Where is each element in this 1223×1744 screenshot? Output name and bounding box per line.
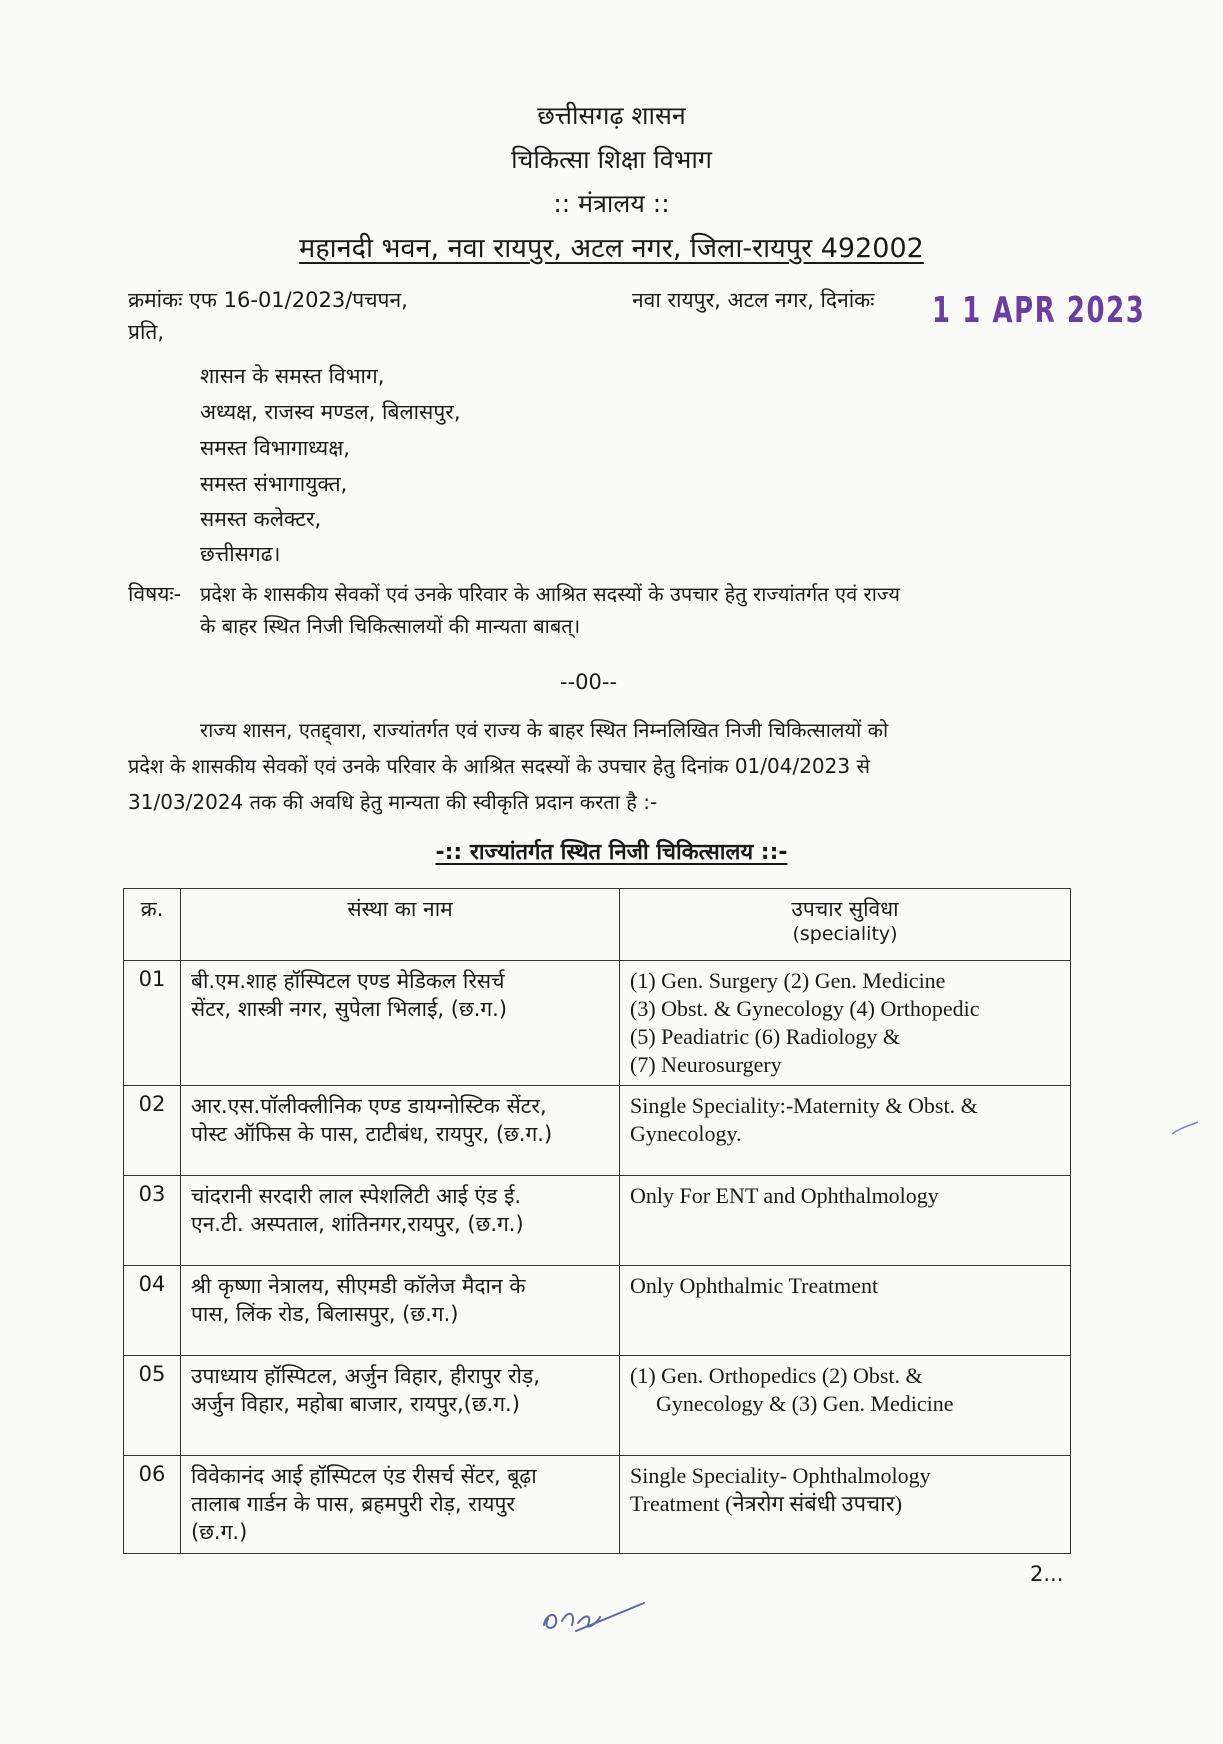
col-header-facility-sub: (speciality): [792, 923, 898, 945]
facility-line: Single Speciality:-Maternity & Obst. &: [630, 1093, 978, 1118]
addressee-item: अध्यक्ष, राजस्व मण्डल, बिलासपुर,: [200, 400, 461, 424]
name-line: तालाब गार्डन के पास, ब्रहमपुरी रोड़, रायपुर: [191, 1492, 515, 1516]
govt-name: छत्तीसगढ़ शासन: [537, 101, 686, 130]
facility-line: Single Speciality- Ophthalmology: [630, 1463, 931, 1488]
subject-line-2: के बाहर स्थित निजी चिकित्सालयों की मान्यता बाबत्।: [200, 614, 581, 638]
facility-line: (3) Obst. & Gynecology (4) Orthopedic: [630, 996, 980, 1021]
separator: --00--: [560, 670, 618, 694]
row-sno: 06: [124, 1456, 181, 1554]
name-line: आर.एस.पॉलीक्लीनिक एण्ड डायग्नोस्टिक सेंटर,: [191, 1094, 547, 1118]
name-line: एन.टी. अस्पताल, शांतिनगर,रायपुर, (छ.ग.): [191, 1212, 524, 1236]
name-line: श्री कृष्णा नेत्रालय, सीएमडी कॉलेज मैदान के: [191, 1274, 526, 1298]
body-line-1: राज्य शासन, एतद्द्वारा, राज्यांतर्गत एवं राज्य के बाहर स्थित निम्नलिखित निजी चिकित्सालयों को: [200, 718, 889, 742]
name-line: पोस्ट ऑफिस के पास, टाटीबंध, रायपुर, (छ.ग.): [191, 1122, 553, 1146]
office-address: महानदी भवन, नवा रायपुर, अटल नगर, जिला-रायपुर 492002: [299, 233, 924, 264]
hospital-table: [123, 888, 1071, 1554]
to-label: प्रति,: [128, 320, 165, 344]
name-line: सेंटर, शास्त्री नगर, सुपेला भिलाई, (छ.ग.): [191, 997, 508, 1021]
facility-line: (1) Gen. Surgery (2) Gen. Medicine: [630, 968, 946, 993]
subject-label: विषयः-: [128, 582, 182, 606]
facility-line: Gynecology & (3) Gen. Medicine: [656, 1391, 954, 1416]
table-header-row: [124, 889, 1071, 961]
row-facility: [620, 961, 1071, 1086]
row-name: [181, 1176, 620, 1266]
col-header-sno: क्र.: [124, 889, 181, 961]
name-line: विवेकानंद आई हॉस्पिटल एंड रीसर्च सेंटर, बूढ़ा: [191, 1464, 537, 1488]
addressee-item: शासन के समस्त विभाग,: [200, 364, 385, 388]
addressee-item: समस्त संभागायुक्त,: [200, 472, 348, 496]
name-line: पास, लिंक रोड, बिलासपुर, (छ.ग.): [191, 1302, 459, 1326]
subject-line-1: प्रदेश के शासकीय सेवकों एवं उनके परिवार के आश्रित सदस्यों के उपचार हेतु राज्यांतर्गत एवं राज्य: [200, 582, 900, 606]
section-title: -:: राज्यांतर्गत स्थित निजी चिकित्सालय ::-: [435, 840, 788, 865]
row-sno: 02: [124, 1086, 181, 1176]
facility-line: Gynecology.: [630, 1121, 742, 1146]
row-name: [181, 1356, 620, 1456]
page-continue: 2...: [1030, 1562, 1064, 1586]
row-facility: [620, 1356, 1071, 1456]
addressee-item: समस्त कलेक्टर,: [200, 507, 322, 531]
facility-line: Only Ophthalmic Treatment: [630, 1273, 879, 1298]
department-name: चिकित्सा शिक्षा विभाग: [511, 145, 712, 174]
table-row: [124, 1266, 1071, 1356]
row-sno: 05: [124, 1356, 181, 1456]
facility-line: Only For ENT and Ophthalmology: [630, 1183, 939, 1208]
ministry-label: :: मंत्रालय ::: [553, 189, 670, 218]
table-row: [124, 1456, 1071, 1554]
table-row: [124, 1356, 1071, 1456]
date-stamp: 1 1 APR 2023: [932, 290, 1146, 331]
addressee-item: छत्तीसगढ।: [200, 542, 281, 566]
facility-line: (7) Neurosurgery: [630, 1052, 782, 1077]
name-line: अर्जुन विहार, महोबा बाजार, रायपुर,(छ.ग.): [191, 1392, 520, 1416]
name-line: उपाध्याय हॉस्पिटल, अर्जुन विहार, हीरापुर रोड़,: [191, 1364, 540, 1388]
table-row: [124, 961, 1071, 1086]
table-row: [124, 1176, 1071, 1266]
row-facility: [620, 1456, 1071, 1554]
body-line-3: 31/03/2024 तक की अवधि हेतु मान्यता की स्वीकृति प्रदान करता है :-: [128, 790, 658, 814]
handwritten-initials: [536, 1595, 646, 1635]
row-name: [181, 1456, 620, 1554]
facility-line: Treatment (नेत्ररोग संबंधी उपचार): [630, 1491, 903, 1516]
table-row: [124, 1086, 1071, 1176]
margin-mark: [1170, 1120, 1200, 1138]
col-header-name: संस्था का नाम: [181, 889, 620, 961]
reference-number: क्रमांकः एफ 16-01/2023/पचपन,: [128, 288, 408, 312]
row-sno: 01: [124, 961, 181, 1086]
row-facility: [620, 1266, 1071, 1356]
row-facility: [620, 1086, 1071, 1176]
name-line: बी.एम.शाह हॉस्पिटल एण्ड मेडिकल रिसर्च: [191, 969, 505, 993]
col-header-facility: [620, 889, 1071, 961]
name-line: (छ.ग.): [191, 1520, 248, 1544]
row-name: [181, 1266, 620, 1356]
row-name: [181, 961, 620, 1086]
place-date-label: नवा रायपुर, अटल नगर, दिनांकः: [632, 288, 875, 312]
name-line: चांदरानी सरदारी लाल स्पेशलिटी आई एंड ई.: [191, 1184, 522, 1208]
facility-line: (5) Peadiatric (6) Radiology &: [630, 1024, 901, 1049]
facility-line: (1) Gen. Orthopedics (2) Obst. &: [630, 1363, 923, 1388]
col-header-facility-label: उपचार सुविधा: [791, 897, 899, 921]
body-line-2: प्रदेश के शासकीय सेवकों एवं उनके परिवार के आश्रित सदस्यों के उपचार हेतु दिनांक 01/04/2023 से: [128, 754, 870, 778]
row-sno: 03: [124, 1176, 181, 1266]
addressee-item: समस्त विभागाध्यक्ष,: [200, 436, 350, 460]
row-name: [181, 1086, 620, 1176]
row-sno: 04: [124, 1266, 181, 1356]
row-facility: [620, 1176, 1071, 1266]
